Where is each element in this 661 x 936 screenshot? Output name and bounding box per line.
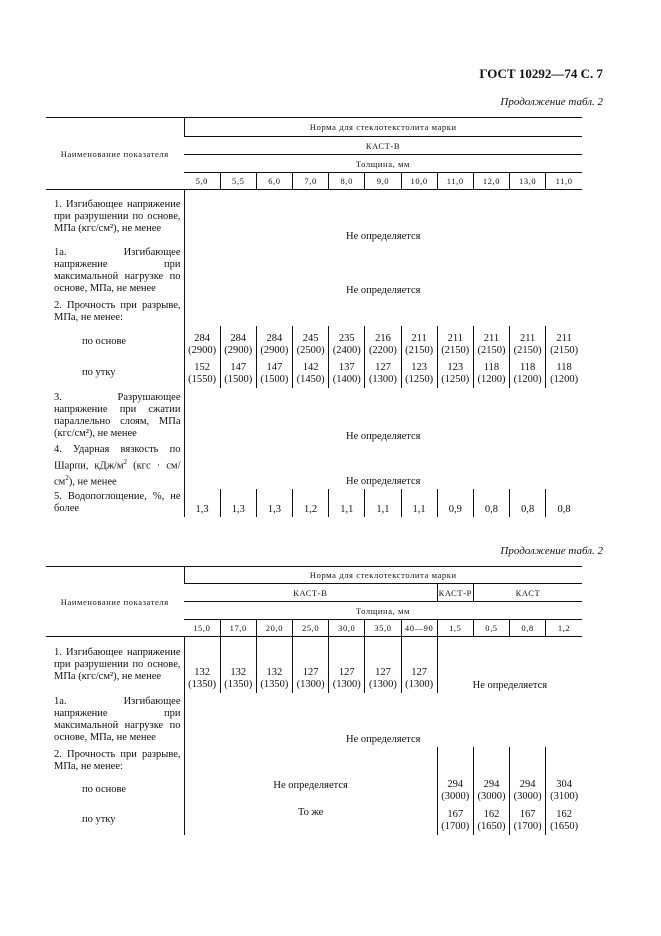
mark-header-kast-r: КАСТ-Р <box>437 584 473 602</box>
norm-header: Норма для стеклотекстолита марки <box>184 118 582 137</box>
value-kgf: (2400) <box>332 344 361 356</box>
thickness-cell: 12,0 <box>473 173 509 190</box>
weft-value-cell <box>510 805 546 835</box>
page-header: ГОСТ 10292—74 С. 7 <box>479 66 603 81</box>
properties-table-2 <box>46 566 582 835</box>
value: 132 <box>194 666 210 678</box>
same-as-above-cell: То же <box>184 805 437 835</box>
row-tensile-label: 2. Прочность при разрыве, МПа, не менее: <box>54 299 181 323</box>
value: 123 <box>447 361 464 373</box>
thickness-cell: 13,0 <box>510 173 546 190</box>
not-determined-cell: Не определяется <box>184 693 582 747</box>
value-kgf: (2150) <box>550 344 579 356</box>
value-kgf: (3000) <box>441 790 470 802</box>
row-bending-stress-label: 1. Изгибающее напряжение при разрушении по основе, МПа (кгс/см²), не менее <box>54 646 181 682</box>
weft-value-cell <box>220 359 256 388</box>
weft-label: по утку <box>82 367 116 378</box>
warp-value-cell <box>184 326 220 359</box>
value-kgf: (2900) <box>188 344 217 356</box>
weft-value-cell <box>293 359 329 388</box>
value-kgf: (1350) <box>224 678 253 690</box>
row-tensile-label: 2. Прочность при разрыве, МПа, не менее: <box>54 748 181 772</box>
weft-value-cell <box>365 359 401 388</box>
water-absorption-cell: 1,3 <box>184 489 220 517</box>
value: 167 <box>519 808 536 820</box>
value-kgf: (3100) <box>550 790 579 802</box>
value: 235 <box>338 332 355 344</box>
water-absorption-cell: 1,1 <box>365 489 401 517</box>
not-determined-cell: Не определяется <box>184 244 582 298</box>
value: 147 <box>230 361 247 373</box>
mark-header: КАСТ-В <box>184 137 582 155</box>
row-impact-label: 4. Ударная вязкость по Шарпи, кДж/$м^2$ $(кгс \cdot см/см^2)$, не менее <box>54 443 181 488</box>
warp-label: по основе <box>82 783 127 795</box>
thickness-cell: 1,2 <box>546 620 582 637</box>
thickness-cell: 6,0 <box>256 173 292 190</box>
row-bending-max-load-label: 1а. Изгибающее напряжение при максимальной нагрузке по основе, МПа, не менее <box>54 695 181 743</box>
row-bending-stress-label: 1. Изгибающее напряжение при разрушении по основе, МПа (кгс/см²), не менее <box>54 198 181 234</box>
value-kgf: (1500) <box>260 373 289 385</box>
value-kgf: (1450) <box>296 373 325 385</box>
value-kgf: (1350) <box>188 678 217 690</box>
norm-header: Норма для стеклотекстолита марки <box>184 567 582 584</box>
warp-value-cell <box>365 326 401 359</box>
weft-value-cell <box>546 359 582 388</box>
thickness-cell: 5,5 <box>220 173 256 190</box>
value: 211 <box>411 332 427 344</box>
warp-value-cell <box>437 775 473 805</box>
value-kgf: (1300) <box>296 678 325 690</box>
value: 162 <box>556 808 572 820</box>
empty-cell <box>510 747 546 775</box>
value-kgf: (1500) <box>224 373 253 385</box>
not-determined-cell: Не определяется <box>184 444 582 489</box>
value-kgf: (1350) <box>260 678 289 690</box>
value-kgf: (1200) <box>513 373 542 385</box>
value: 211 <box>556 332 572 344</box>
row-water-absorption-label: 5. Водопоглощение, %, не более <box>54 490 181 514</box>
value: 147 <box>266 361 283 373</box>
value-kgf: (2900) <box>260 344 289 356</box>
value: 211 <box>483 332 500 344</box>
warp-value-cell <box>329 326 365 359</box>
water-absorption-cell: 1,3 <box>256 489 292 517</box>
warp-value-cell <box>220 326 256 359</box>
thickness-cell: 8,0 <box>329 173 365 190</box>
warp-value-cell <box>256 326 292 359</box>
value: 284 <box>266 332 283 344</box>
value-kgf: (1300) <box>405 678 434 690</box>
value: 127 <box>411 666 427 678</box>
thickness-cell: 5,0 <box>184 173 220 190</box>
value: 132 <box>266 666 283 678</box>
warp-value-cell <box>293 326 329 359</box>
thickness-header: Толщина, мм <box>184 602 582 620</box>
value: 127 <box>375 666 391 678</box>
value: 294 <box>447 778 464 790</box>
value: 118 <box>519 361 536 373</box>
value: 167 <box>447 808 464 820</box>
weft-value-cell <box>329 359 365 388</box>
value-kgf: (1400) <box>332 373 361 385</box>
value: 127 <box>302 666 319 678</box>
bending-value-cell <box>401 637 437 693</box>
mark-header-kast: КАСТ <box>473 584 582 602</box>
value-kgf: (2200) <box>368 344 397 356</box>
value: 284 <box>230 332 247 344</box>
weft-value-cell <box>437 359 473 388</box>
value: 137 <box>338 361 355 373</box>
value: 304 <box>556 778 572 790</box>
value: 127 <box>375 361 391 373</box>
bending-value-cell <box>220 637 256 693</box>
value-kgf: (3000) <box>477 790 506 802</box>
warp-value-cell <box>546 775 582 805</box>
value: 294 <box>483 778 500 790</box>
thickness-cell: 15,0 <box>184 620 220 637</box>
value: 294 <box>519 778 536 790</box>
mark-header-kast-v: КАСТ-В <box>184 584 437 602</box>
water-absorption-cell: 0,8 <box>473 489 509 517</box>
thickness-cell: 35,0 <box>365 620 401 637</box>
value-kgf: (3000) <box>513 790 542 802</box>
not-determined-cell: Не определяется <box>437 637 582 693</box>
warp-value-cell <box>510 775 546 805</box>
value-kgf: (1200) <box>477 373 506 385</box>
value-kgf: (1300) <box>368 373 397 385</box>
thickness-cell: 0,8 <box>510 620 546 637</box>
value-kgf: (1700) <box>441 820 470 832</box>
weft-value-cell <box>401 359 437 388</box>
weft-value-cell <box>510 359 546 388</box>
row-compression-label: 3. Разрушающее напряжение при сжатии параллельно слоям, МПа (кгс/см²), не менее <box>54 391 181 439</box>
value: 284 <box>194 332 210 344</box>
weft-value-cell <box>256 359 292 388</box>
value-kgf: (1250) <box>405 373 434 385</box>
value-kgf: (1200) <box>550 373 579 385</box>
weft-value-cell <box>437 805 473 835</box>
value: 123 <box>411 361 427 373</box>
value-kgf: (2150) <box>405 344 434 356</box>
warp-label: по основе <box>82 336 127 347</box>
value: 245 <box>302 332 319 344</box>
warp-value-cell <box>401 326 437 359</box>
value-kgf: (1650) <box>477 820 506 832</box>
thickness-cell: 11,0 <box>546 173 582 190</box>
bending-value-cell <box>293 637 329 693</box>
value: 162 <box>483 808 500 820</box>
water-absorption-cell: 0,9 <box>437 489 473 517</box>
empty-cell <box>473 747 509 775</box>
bending-value-cell <box>329 637 365 693</box>
value-kgf: (1300) <box>368 678 397 690</box>
param-name-header: Наименование показателя <box>46 567 184 637</box>
thickness-cell: 25,0 <box>293 620 329 637</box>
bending-value-cell <box>256 637 292 693</box>
value: 142 <box>302 361 319 373</box>
thickness-cell: 20,0 <box>256 620 292 637</box>
value-kgf: (2900) <box>224 344 253 356</box>
warp-value-cell <box>546 326 582 359</box>
empty-cell <box>546 747 582 775</box>
bending-value-cell <box>184 637 220 693</box>
thickness-cell: 1,5 <box>437 620 473 637</box>
row-bending-max-load-label: 1а. Изгибающее напряжение при максимальной нагрузке по основе, МПа, не менее <box>54 246 181 294</box>
value: 152 <box>194 361 210 373</box>
not-determined-cell: Не определяется <box>184 747 437 805</box>
water-absorption-cell: 1,1 <box>329 489 365 517</box>
param-name-header: Наименование показателя <box>46 118 184 190</box>
table-continuation-note: Продолжение табл. 2 <box>500 545 603 557</box>
not-determined-cell: Не определяется <box>184 190 582 244</box>
value-kgf: (2500) <box>296 344 325 356</box>
weft-label: по утку <box>82 813 116 825</box>
value: 118 <box>483 361 500 373</box>
value-kgf: (1700) <box>513 820 542 832</box>
weft-value-cell <box>546 805 582 835</box>
value: 211 <box>519 332 536 344</box>
bending-value-cell <box>365 637 401 693</box>
warp-value-cell <box>473 775 509 805</box>
water-absorption-cell: 0,8 <box>546 489 582 517</box>
warp-value-cell <box>437 326 473 359</box>
thickness-cell: 30,0 <box>329 620 365 637</box>
empty-cell <box>184 298 582 326</box>
weft-value-cell <box>184 359 220 388</box>
value-kgf: (1250) <box>441 373 470 385</box>
thickness-header: Толщина, мм <box>184 155 582 173</box>
water-absorption-cell: 0,8 <box>510 489 546 517</box>
thickness-cell: 7,0 <box>293 173 329 190</box>
warp-value-cell <box>510 326 546 359</box>
value-kgf: (2150) <box>441 344 470 356</box>
value: 216 <box>375 332 391 344</box>
value-kgf: (1300) <box>332 678 361 690</box>
value: 127 <box>338 666 355 678</box>
table-continuation-note: Продолжение табл. 2 <box>500 96 603 108</box>
value: 118 <box>556 361 572 373</box>
thickness-cell: 17,0 <box>220 620 256 637</box>
thickness-cell: 11,0 <box>437 173 473 190</box>
empty-cell <box>437 747 473 775</box>
thickness-cell: 10,0 <box>401 173 437 190</box>
water-absorption-cell: 1,1 <box>401 489 437 517</box>
value: 211 <box>447 332 463 344</box>
not-determined-cell: Не определяется <box>184 388 582 444</box>
thickness-cell: 9,0 <box>365 173 401 190</box>
value-kgf: (2150) <box>513 344 542 356</box>
water-absorption-cell: 1,2 <box>293 489 329 517</box>
value-kgf: (1650) <box>550 820 579 832</box>
value-kgf: (1550) <box>188 373 217 385</box>
water-absorption-cell: 1,3 <box>220 489 256 517</box>
thickness-cell: 40—90 <box>401 620 437 637</box>
thickness-cell: 0,5 <box>473 620 509 637</box>
warp-value-cell <box>473 326 509 359</box>
value: 132 <box>230 666 247 678</box>
value-kgf: (2150) <box>477 344 506 356</box>
weft-value-cell <box>473 359 509 388</box>
weft-value-cell <box>473 805 509 835</box>
properties-table-1 <box>46 117 582 517</box>
